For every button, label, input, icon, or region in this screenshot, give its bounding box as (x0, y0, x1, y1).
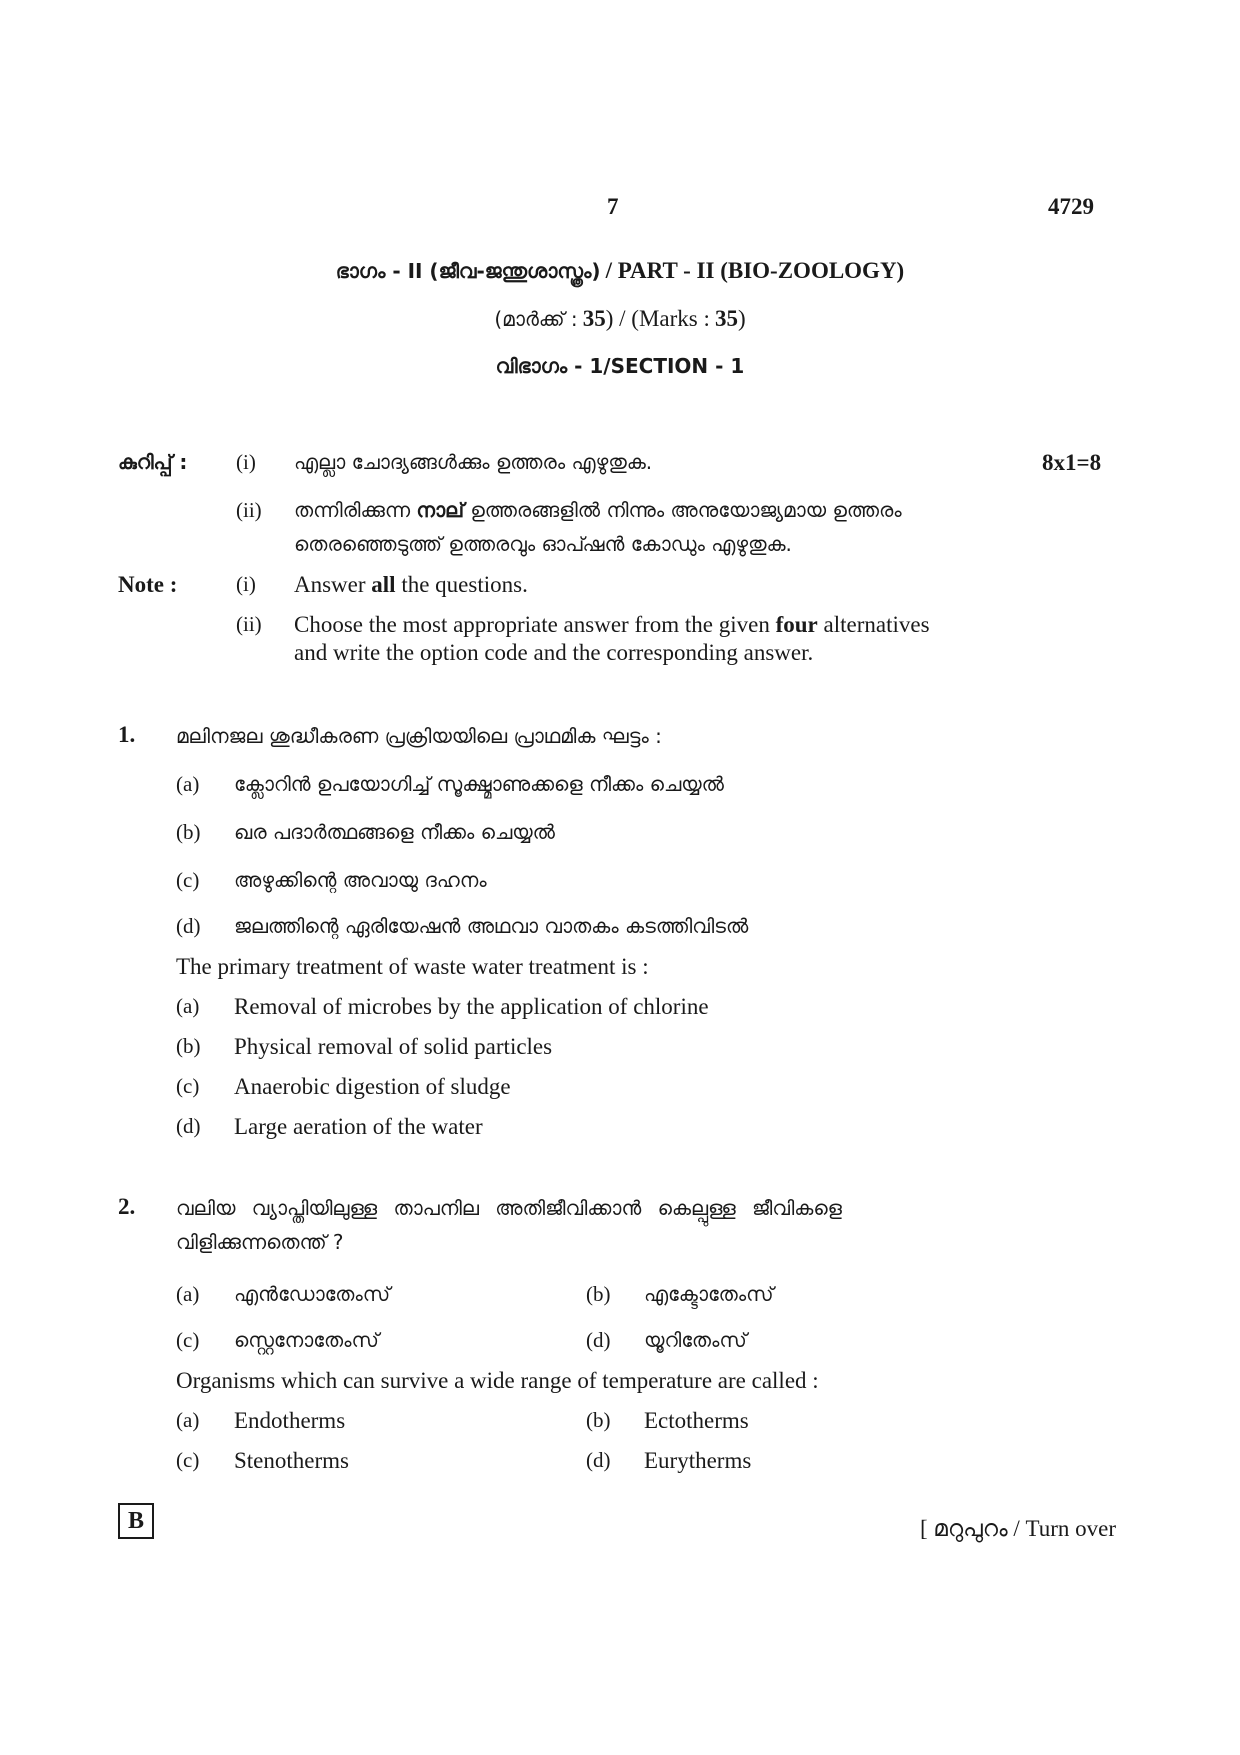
question-1-ml: മലിനജല ശുദ്ധീകരണ പ്രക്രിയയിലെ പ്രാഥമിക ഘട്ടം : (176, 724, 662, 748)
q1-ml-option-c: അഴുക്കിന്റെ അവായു ദഹനം (234, 868, 487, 892)
series-letter-box: B (118, 1503, 154, 1539)
question-2-ml-line2: വിളിക്കുന്നതെന്ത് ? (176, 1230, 344, 1254)
q2-en-option-d-label: (d) (586, 1448, 611, 1472)
q2-ml-option-d-label: (d) (586, 1328, 611, 1352)
instruction-en-ii-pre: Choose the most appropriate answer from the given (294, 612, 770, 637)
instruction-ml-ii-line2: തെരഞ്ഞെടുത്ത് ഉത്തരവും ഓപ്ഷൻ കോഡും എഴുതുക. (294, 532, 792, 556)
instruction-en-ii-bold: four (775, 612, 818, 637)
q2-en-option-c: Stenotherms (234, 1448, 349, 1473)
q1-ml-option-c-label: (c) (176, 868, 200, 892)
q2-ml-option-c: സ്റ്റെനോതേംസ് (234, 1328, 379, 1352)
paper-code: 4729 (1048, 194, 1094, 219)
question-2-number: 2. (118, 1194, 136, 1219)
section-title: വിഭാഗം - 1/SECTION - 1 (495, 354, 745, 378)
question-1-en: The primary treatment of waste water treatment is : (176, 954, 649, 979)
question-2-en: Organisms which can survive a wide range of temperature are called : (176, 1368, 819, 1393)
instruction-en-ii (294, 612, 930, 638)
marks-ml: (മാർക്ക് : (494, 307, 578, 331)
q2-en-option-b-label: (b) (586, 1408, 611, 1432)
part-title-en: / PART - II (BIO-ZOOLOGY) (605, 258, 905, 283)
marks-line (0, 306, 1240, 332)
marks-separator: ) / (Marks : (605, 306, 710, 331)
note-label: Note : (118, 572, 178, 597)
marks-value-ml: 35 (582, 306, 606, 331)
q2-en-option-d: Eurytherms (644, 1448, 752, 1473)
q1-en-option-b: Physical removal of solid particles (234, 1034, 553, 1059)
instruction-ml-i: എല്ലാ ചോദ്യങ്ങൾക്കും ഉത്തരം എഴുതുക. (294, 450, 653, 474)
q1-en-option-c: Anaerobic digestion of sludge (234, 1074, 511, 1099)
q1-en-option-d-label: (d) (176, 1114, 201, 1138)
marks-close: ) (737, 306, 746, 331)
q2-en-option-c-label: (c) (176, 1448, 200, 1472)
kurippu-label: കുറിപ്പ് : (118, 450, 188, 474)
turn-over-text: [ മറുപുറം / Turn over (919, 1516, 1116, 1541)
instruction-en-i (294, 572, 528, 598)
q2-en-option-a: Endotherms (234, 1408, 346, 1433)
instruction-ml-ii-post: ഉത്തരങ്ങളിൽ നിന്നും അനുയോജ്യമായ ഉത്തരം (470, 498, 902, 522)
instruction-en-i-post: the questions. (401, 572, 528, 597)
q1-ml-option-d-label: (d) (176, 914, 201, 938)
q1-ml-option-a: ക്ലോറിൻ ഉപയോഗിച്ച് സൂക്ഷ്മാണുക്കളെ നീക്കം ചെയ്യൽ (234, 772, 724, 796)
instruction-ml-ii (294, 498, 902, 522)
page-number: 7 (607, 194, 619, 219)
instruction-ml-ii-pre: തന്നിരിക്കുന്ന (294, 498, 411, 522)
question-2-ml-line1: വലിയ വ്യാപ്തിയിലുള്ള താപനില അതിജീവിക്കാൻ കെല്പുള്ള ജീവികളെ (176, 1196, 842, 1220)
q1-ml-option-b-label: (b) (176, 820, 201, 844)
q1-en-option-c-label: (c) (176, 1074, 200, 1098)
instruction-en-i-pre: Answer (294, 572, 366, 597)
q2-ml-option-b-label: (b) (586, 1282, 611, 1306)
q1-ml-option-d: ജലത്തിന്റെ ഏരിയേഷൻ അഥവാ വാതകം കടത്തിവിടൽ (234, 914, 749, 938)
instruction-ml-i-label: (i) (236, 450, 256, 474)
q1-ml-option-b: ഖര പദാർത്ഥങ്ങളെ നീക്കം ചെയ്യൽ (234, 820, 555, 844)
q1-en-option-a-label: (a) (176, 994, 200, 1018)
q2-ml-option-b: എക്ടോതേംസ് (644, 1282, 774, 1306)
instruction-en-i-bold: all (371, 572, 396, 597)
marks-value-en: 35 (714, 306, 738, 331)
instruction-en-ii-label: (ii) (236, 612, 262, 636)
q2-ml-option-a-label: (a) (176, 1282, 200, 1306)
instruction-ml-ii-label: (ii) (236, 498, 262, 522)
q2-ml-option-c-label: (c) (176, 1328, 200, 1352)
turn-over (920, 1516, 1116, 1542)
question-1-number: 1. (118, 722, 136, 747)
q2-en-option-a-label: (a) (176, 1408, 200, 1432)
instruction-en-i-label: (i) (236, 572, 256, 596)
marks-scheme: 8x1=8 (1042, 450, 1102, 475)
part-title-ml: ഭാഗം - II (ജീവ-ജന്തുശാസ്ത്രം) (335, 259, 601, 283)
instruction-en-ii-line2: and write the option code and the corresponding answer. (294, 640, 814, 665)
q1-en-option-a: Removal of microbes by the application of chlorine (234, 994, 709, 1019)
q2-en-option-b: Ectotherms (644, 1408, 749, 1433)
instruction-en-ii-post: alternatives (823, 612, 930, 637)
q1-en-option-d: Large aeration of the water (234, 1114, 483, 1139)
q1-ml-option-a-label: (a) (176, 772, 200, 796)
instruction-ml-ii-bold: നാല് (416, 498, 465, 522)
q2-ml-option-a: എൻഡോതേംസ് (234, 1282, 391, 1306)
q2-ml-option-d: യൂറിതേംസ് (644, 1328, 747, 1352)
q1-en-option-b-label: (b) (176, 1034, 201, 1058)
part-title (0, 258, 1240, 284)
